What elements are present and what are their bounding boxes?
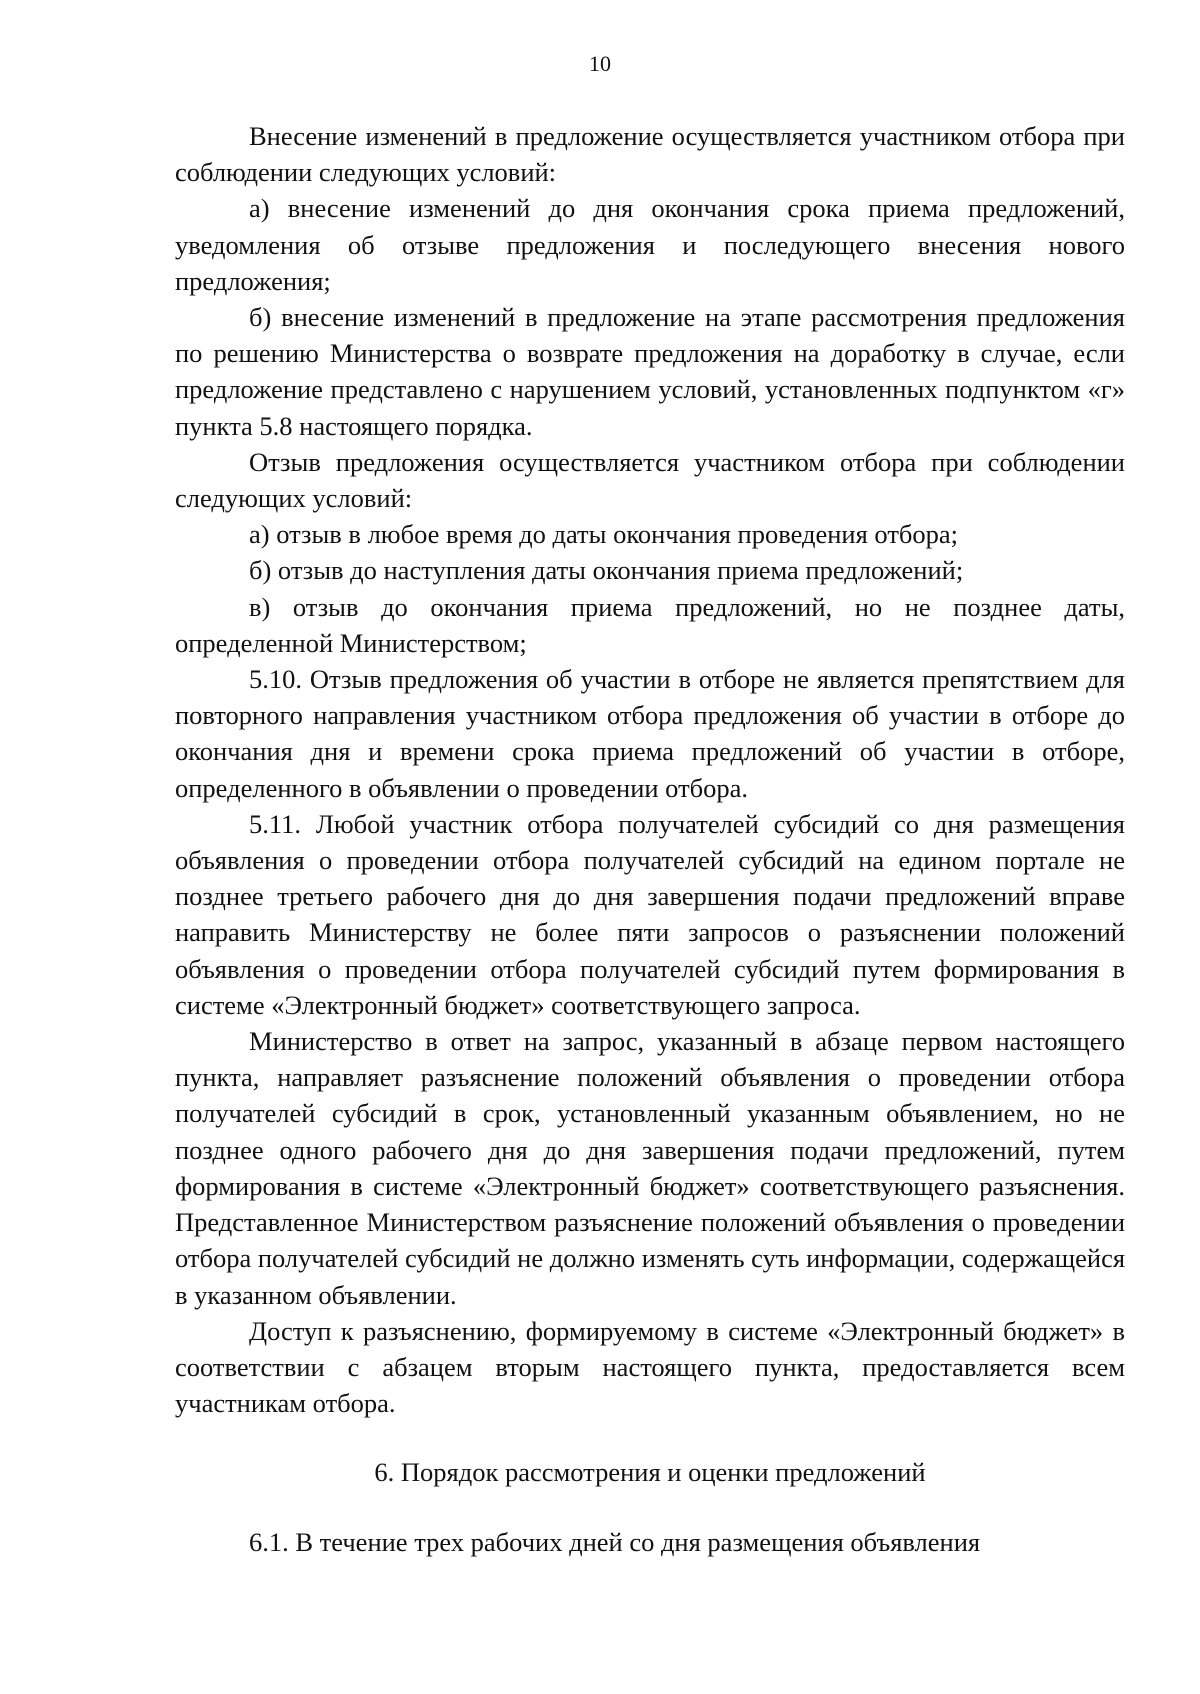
paragraph-withdrawal-item-b: б) отзыв до наступления даты окончания приема предложений; xyxy=(249,555,964,586)
page-number: 10 xyxy=(589,51,611,76)
paragraph-clause-5-11: 5.11. Любой участник отбора получателей субсидий со дня размещения объявления о проведении отбора получателей субсидий на едином портале не позднее третьего рабочего дня до дня завершения подачи предложений вправе направить Министерству не более пяти запросов о разъяснении положений объявления о проведении отбора получателей субсидий путем формирования в системе «Электронный бюджет» соответствующего запроса. xyxy=(175,808,1125,1020)
paragraph-ministry-response: Министерство в ответ на запрос, указанный в абзаце первом настоящего пункта, направляет разъяснение положений объявления о проведении отбора получателей субсидий в срок, установленный указанным объявлением, но не позднее одного рабочего дня до дня завершения подачи предложений, путем формирования в системе «Электронный бюджет» соответствующего разъяснения. Представленное Министерством разъяснение положений объявления о проведении отбора получателей субсидий не должно изменять суть информации, содержащейся в указанном объявлении. xyxy=(175,1026,1126,1310)
paragraph-withdrawal-item-a: а) отзыв в любое время до даты окончания проведения отбора; xyxy=(249,519,959,550)
document-body xyxy=(175,118,1125,1560)
paragraph-amendment-item-a: а) внесение изменений до дня окончания срока приема предложений, уведомления об отзыве предложения и последующего внесения нового предложения; xyxy=(175,193,1125,296)
paragraph-withdrawal-conditions: Отзыв предложения осуществляется участником отбора при соблюдении следующих условий: xyxy=(175,446,1125,514)
paragraph-clause-6-1: 6.1. В течение трех рабочих дней со дня размещения объявления xyxy=(249,1526,981,1557)
paragraph-amendment-item-b: б) внесение изменений в предложение на этапе рассмотрения предложения по решению Министерства о возврате предложения на доработку в случае, если предложение представлено с нарушением условий, установленных подпунктом «г» пункта 5.8 настоящего порядка. xyxy=(175,302,1125,441)
section-heading: 6. Порядок рассмотрения и оценки предложений xyxy=(374,1457,926,1488)
paragraph-clause-5-10: 5.10. Отзыв предложения об участии в отборе не является препятствием для повторного направления участником отбора предложения об участии в отборе до окончания дня и времени срока приема предложений об участии в отборе, определенного в объявлении о проведении отбора. xyxy=(175,664,1125,803)
paragraph-amendment-conditions: Внесение изменений в предложение осуществляется участником отбора при соблюдении следующих условий: xyxy=(175,121,1125,188)
paragraph-access-clarification: Доступ к разъяснению, формируемому в системе «Электронный бюджет» в соответствии с абзацем вторым настоящего пункта, предоставляется всем участникам отбора. xyxy=(175,1315,1125,1419)
paragraph-withdrawal-item-v: в) отзыв до окончания приема предложений, но не позднее даты, определенной Министерством; xyxy=(175,591,1125,658)
